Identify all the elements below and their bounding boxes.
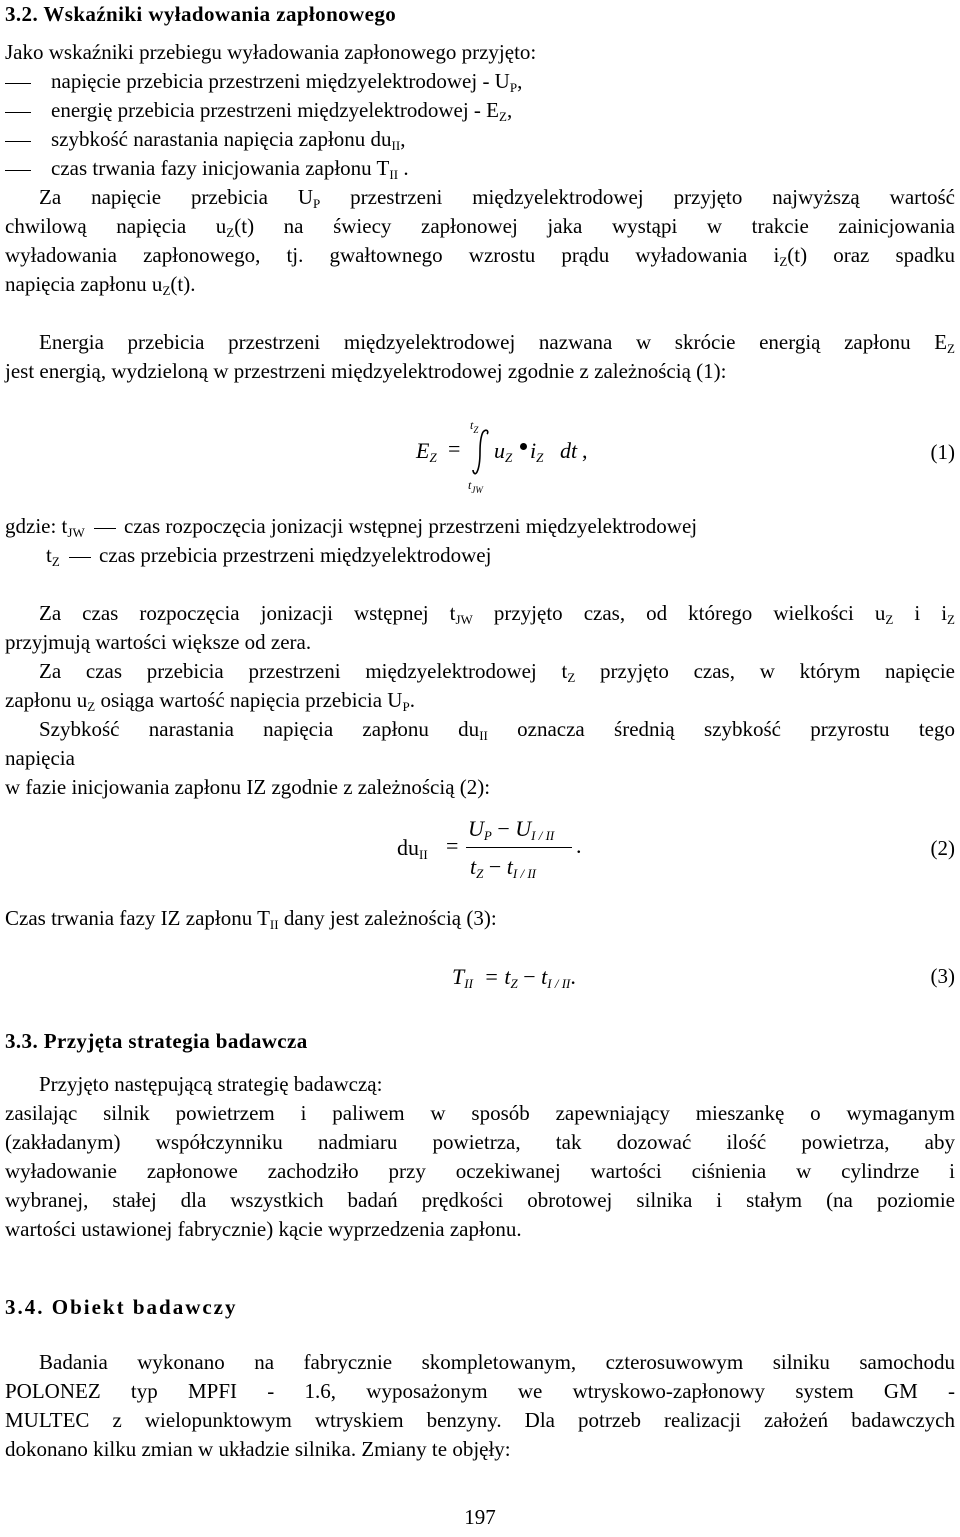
eq1-lower-limit: $t_{JW}$ [468,478,483,495]
equation-number-1: (1) [930,440,955,464]
eq1-u: $u_Z$ [494,438,513,465]
paragraph-line: zasilając silnik powietrzem i paliwem w sposób zapewniający mieszankę o wymaganym [5,1101,955,1125]
paragraph-line: Za czas przebicia przestrzeni międzyelektrodowej $t_Z$ przyjęto czas, w którym napięcie [39,659,955,685]
paragraph-line: wyładowanie zapłonowe zachodziło przy oczekiwanej wartości ciśnienia w cylindrze i [5,1159,955,1183]
paragraph-line: wartości ustawionej fabrycznie) kącie wyprzedzenia zapłonu. [5,1217,522,1241]
section-heading-3-4: 3.4. Obiekt badawczy [5,1295,238,1319]
eq2-lhs: $du_{II}$ [397,835,428,862]
paragraph-line: wybranej, stałej dla wszystkich badań prędkości obrotowej silnika i stałym (na poziomie [5,1188,955,1212]
eq1-comma: , [582,438,588,463]
eq1-dt: dt [560,438,578,463]
paragraph-line: dokonano kilku zmian w układzie silnika. Zmiany te objęły: [5,1437,511,1461]
dot-operator-icon [520,443,527,450]
paragraph-line: (zakładanym) współczynniku nadmiaru powietrza, tak dozować ilość powietrza, aby [5,1130,955,1154]
eq3-rhs: = $t_Z - t_{I / II}$. [484,964,576,991]
intro-line: Jako wskaźniki przebiegu wyładowania zapłonowego przyjęto: [5,40,537,64]
paragraph-line: wyładowania zapłonowego, tj. gwałtownego wzrostu prądu wyładowania $i_Z(t)$ oraz spadku [5,243,955,269]
paragraph-line: Badania wykonano na fabrycznie skompletowanym, czterosuwowym silniku samochodu [39,1350,955,1374]
eq2-numerator: $U_P - U_{I / II}$ [468,816,555,843]
eq1-equals: = [448,436,461,461]
where-line: gdzie: $t_{JW}$ czas rozpoczęcia jonizacji wstępnej przestrzeni międzyelektrodowej [5,514,698,540]
equation-number-3: (3) [930,964,955,988]
bullet-item: czas trwania fazy inicjowania zapłonu $T_{II}$ . [5,154,955,182]
paragraph-line: Czas trwania fazy IZ zapłonu $T_{II}$ dany jest zależnością (3): [5,906,497,932]
paragraph-line: jest energią, wydzieloną w przestrzeni międzyelektrodowej zgodnie z zależnością (1): [5,359,727,383]
bullet-item: szybkość narastania napięcia zapłonu $du_{II}$, [5,125,955,153]
paragraph-line: MULTEC z wielopunktowym wtryskiem benzyny. Dla potrzeb realizacji założeń badawczych [5,1408,955,1432]
eq2-equals: = [446,833,459,858]
where-line: $t_Z$ czas przebicia przestrzeni międzyelektrodowej [46,543,492,569]
paragraph-line: POLONEZ typ MPFI - 1.6, wyposażonym we wtryskowo-zapłonowy system GM - [5,1379,955,1403]
eq1-lhs: $E_Z$ [416,438,437,465]
section-heading-3-2: 3.2. Wskaźniki wyładowania zapłonowego [5,2,397,26]
eq1-upper-limit: $t_Z$ [470,418,479,435]
paragraph-line: napięcia zapłonu $u_Z(t)$. [5,272,196,298]
paragraph-line: Za napięcie przebicia $U_P$ przestrzeni międzyelektrodowej przyjęto najwyższą wartość [39,185,955,211]
dash-marker [5,141,31,142]
paragraph-line: przyjmują wartości większe od zera. [5,630,312,654]
bullet-item: napięcie przebicia przestrzeni międzyelektrodowej - $U_P$, [5,67,955,95]
fraction-bar [466,847,572,848]
paragraph-line: w fazie inicjowania zapłonu IZ zgodnie z zależnością (2): [5,775,491,799]
paragraph-line: Energia przebicia przestrzeni międzyelektrodowej nazwana w skrócie energią zapłonu $E_Z$ [39,330,955,356]
equation-number-2: (2) [930,836,955,860]
dash-marker [5,112,31,113]
page-number: 197 [464,1505,496,1529]
dash-marker [69,557,91,558]
dash-marker [5,170,31,171]
eq2-dot: . [576,833,582,858]
paragraph-line: Szybkość narastania napięcia zapłonu $du_{II}$ oznacza średnią szybkość przyrostu tego [39,717,955,743]
paragraph-line: zapłonu $u_Z$ osiąga wartość napięcia przebicia $U_P$. [5,688,415,714]
section-heading-3-3: 3.3. Przyjęta strategia badawcza [5,1029,308,1053]
paragraph-line: Za czas rozpoczęcia jonizacji wstępnej $t_{JW}$ przyjęto czas, od którego wielkości $u_Z$ i $i_Z$ [39,601,955,627]
dash-marker [5,83,31,84]
paragraph-line: Przyjęto następującą strategię badawczą: [39,1072,383,1096]
eq1-i: $i_Z$ [530,438,544,465]
eq2-denominator: $t_Z - t_{I / II}$ [470,854,537,881]
dash-marker [94,528,116,529]
bullet-item: energię przebicia przestrzeni międzyelektrodowej - $E_Z$, [5,96,955,124]
paragraph-line: napięcia [5,746,75,770]
eq3-lhs: $T_{II}$ [452,964,473,991]
integral-symbol-icon [470,428,490,476]
paragraph-line: chwilową napięcia $u_Z(t)$ na świecy zapłonowej jaka wystąpi w trakcie zainicjowania [5,214,955,240]
